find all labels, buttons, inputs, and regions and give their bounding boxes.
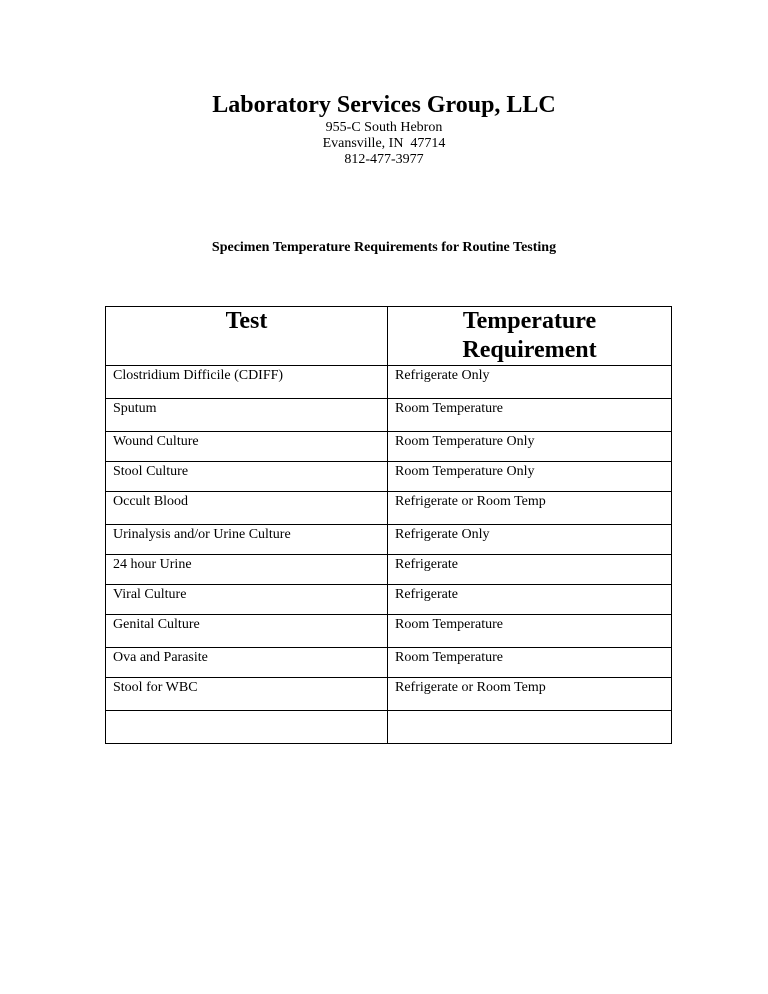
test-cell: Sputum [106, 399, 388, 432]
phone-number: 812-477-3977 [344, 152, 424, 167]
table-row [106, 462, 672, 492]
test-cell: Genital Culture [106, 615, 388, 648]
table-row [106, 648, 672, 678]
column-header-test: Test [106, 307, 388, 366]
address-line-1: 955-C South Hebron [325, 120, 443, 135]
table-row [106, 525, 672, 555]
temperature-cell: Room Temperature [388, 399, 672, 432]
temperature-cell: Room Temperature [388, 648, 672, 678]
temperature-cell [388, 711, 672, 744]
letterhead [0, 90, 768, 168]
test-cell: 24 hour Urine [106, 555, 388, 585]
test-cell: Clostridium Difficile (CDIFF) [106, 366, 388, 399]
address-line-2: Evansville, IN 47714 [322, 136, 446, 151]
table-row [106, 711, 672, 744]
table-row [106, 492, 672, 525]
test-cell: Occult Blood [106, 492, 388, 525]
test-cell: Stool for WBC [106, 678, 388, 711]
table-row [106, 399, 672, 432]
column-header-temperature: Temperature Requirement [388, 307, 672, 366]
temperature-cell: Refrigerate [388, 555, 672, 585]
temperature-cell: Refrigerate or Room Temp [388, 678, 672, 711]
table-row [106, 366, 672, 399]
test-cell [106, 711, 388, 744]
table-row [106, 432, 672, 462]
table-row [106, 585, 672, 615]
test-cell: Urinalysis and/or Urine Culture [106, 525, 388, 555]
temperature-cell: Refrigerate Only [388, 525, 672, 555]
test-cell: Stool Culture [106, 462, 388, 492]
test-cell: Viral Culture [106, 585, 388, 615]
temperature-cell: Room Temperature [388, 615, 672, 648]
table-row [106, 615, 672, 648]
temperature-requirements-table [105, 306, 672, 744]
document-title: Specimen Temperature Requirements for Routine Testing [211, 240, 557, 255]
company-name: Laboratory Services Group, LLC [212, 92, 556, 118]
temperature-cell: Room Temperature Only [388, 432, 672, 462]
table-row [106, 678, 672, 711]
test-cell: Ova and Parasite [106, 648, 388, 678]
temperature-cell: Room Temperature Only [388, 462, 672, 492]
table-row [106, 555, 672, 585]
table-header-row [106, 307, 672, 366]
test-cell: Wound Culture [106, 432, 388, 462]
temperature-cell: Refrigerate Only [388, 366, 672, 399]
temperature-cell: Refrigerate or Room Temp [388, 492, 672, 525]
temperature-cell: Refrigerate [388, 585, 672, 615]
